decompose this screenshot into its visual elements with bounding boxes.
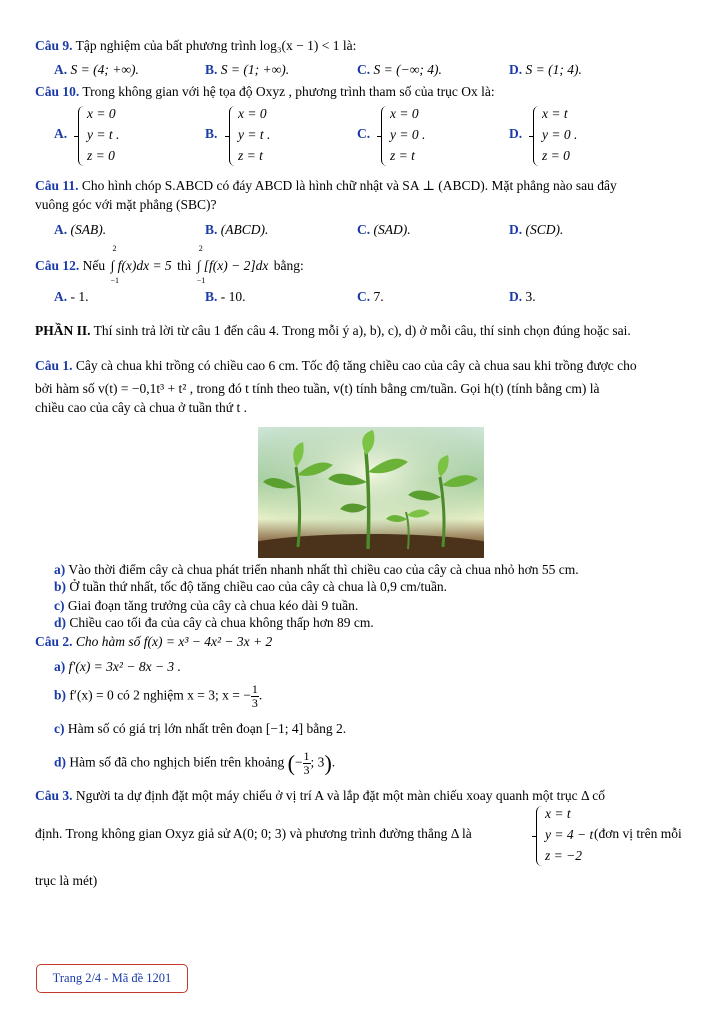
option-letter: B. [205, 222, 218, 237]
q12-option-a[interactable] [54, 289, 89, 305]
equation: x = 0 [390, 106, 419, 121]
q10-option-c-system[interactable] [381, 106, 441, 166]
option-text: S = (1; +∞). [220, 62, 290, 77]
upper-limit: 2 [198, 244, 203, 253]
p2q2-stem [35, 634, 272, 650]
option-text: (SAD). [373, 222, 411, 237]
item-text: Ở tuần thứ nhất, tốc độ tăng chiều cao của cây cà chua là 0,9 cm/tuần. [69, 579, 448, 594]
p2q3-text: Người ta dự định đặt một máy chiếu ở vị trí A và lắp đặt một màn chiếu xoay quanh một trục Δ cố [75, 788, 606, 803]
q10-option-d-letter[interactable] [509, 126, 522, 142]
option-letter: A. [54, 62, 68, 77]
q10-option-a-letter[interactable] [54, 126, 67, 142]
item-text: Hàm số đã cho nghịch biến trên khoảng [69, 754, 285, 770]
q12-label: Câu 12. [35, 258, 80, 273]
q10-option-a-system[interactable] [78, 106, 138, 166]
option-text: - 1. [70, 289, 89, 304]
equation: y = 4 − t [545, 827, 594, 842]
p2q2-item-d[interactable]: d) Hàm số đã cho nghịch biến trên khoảng (− $\frac{1}{3}$ ; 3). [54, 749, 336, 777]
numerator: 1 [303, 749, 310, 763]
p2q1-label: Câu 1. [35, 358, 73, 373]
option-letter: A. [54, 289, 68, 304]
page-footer: Trang 2/4 - Mã đề 1201 [36, 964, 188, 993]
option-text: 3. [525, 289, 536, 304]
option-letter: B. [205, 126, 218, 141]
denominator: 3 [303, 763, 310, 777]
option-letter: D. [509, 126, 523, 141]
option-letter: B. [205, 62, 218, 77]
option-letter: C. [357, 222, 371, 237]
q11-option-c[interactable] [357, 222, 411, 238]
p2q3-line1 [35, 784, 690, 807]
equation: x = t [545, 806, 571, 821]
upper-limit: 2 [112, 244, 117, 253]
q12-option-b[interactable] [205, 289, 246, 305]
numerator: 1 [251, 682, 258, 696]
equation: z = 0 [542, 148, 570, 163]
item-text: Chiều cao tối đa của cây cà chua không thấp hơn 89 cm. [69, 615, 374, 630]
minus-sign: − [294, 754, 303, 770]
q11-label: Câu 11. [35, 178, 79, 193]
integral-2 [196, 244, 269, 285]
p2q1-item-d[interactable] [54, 615, 374, 631]
q10-option-c-letter[interactable] [357, 126, 370, 142]
p2q1-line1 [35, 354, 690, 377]
q9-option-c[interactable] [357, 62, 442, 78]
q11-option-b[interactable] [205, 222, 268, 238]
denominator: 3 [251, 696, 258, 710]
option-text: S = (4; +∞). [70, 62, 139, 77]
p2q1-line2: bởi hàm số v(t) = −0,1t³ + t² , trong đó t tính theo tuần, v(t) tính bằng cm/tuần. Gọi h(t) (tính bằng cm) là [35, 381, 600, 396]
p2q2-item-a[interactable] [54, 659, 181, 675]
option-letter: D. [509, 222, 523, 237]
q9-option-d[interactable] [509, 62, 582, 78]
lower-limit: −1 [196, 276, 206, 285]
q10-stem [35, 84, 495, 100]
q12-text-b: thì [177, 258, 192, 273]
option-letter: D. [509, 289, 523, 304]
brace-icon [229, 106, 236, 166]
fraction [303, 750, 311, 777]
p2q1-text: Cây cà chua khi trồng có chiều cao 6 cm. Tốc độ tăng chiều cao của cây cà chua sau khi trồng được cho [75, 358, 637, 373]
q12-text-a: Nếu [82, 258, 106, 273]
item-letter: d) [54, 615, 67, 630]
equation: y = t . [87, 127, 120, 142]
part2-label: PHẦN II. [35, 323, 91, 338]
equation: x = 0 [87, 106, 116, 121]
p2q3-line2a: định. Trong không gian Oxyz giả sử A(0; 0; 3) và phương trình đường thẳng Δ là [35, 826, 472, 841]
q11-option-d[interactable] [509, 222, 563, 238]
equation: z = t [238, 148, 263, 163]
integral-1 [110, 244, 172, 285]
item-text: f′(x) = 0 có 2 nghiệm x = 3; x = − [69, 687, 251, 703]
equation: y = 0 . [390, 127, 426, 142]
p2q1-item-b[interactable] [54, 579, 447, 595]
q9-text: Tập nghiệm của bất phương trình log₃(x − 1) < 1 là: [75, 38, 357, 53]
option-text: S = (1; 4). [525, 62, 582, 77]
option-letter: D. [509, 62, 523, 77]
brace-icon [381, 106, 388, 166]
part2-text: Thí sinh trả lời từ câu 1 đến câu 4. Trong mỗi ý a), b), c), d) ở mỗi câu, thí sinh chọn đúng hoặc sai. [93, 323, 631, 338]
item-letter: c) [54, 721, 65, 736]
equation: y = t . [238, 127, 271, 142]
equation: x = t [542, 106, 568, 121]
item-letter: c) [54, 598, 65, 613]
p2q2-label: Câu 2. [35, 634, 73, 649]
q12-option-c[interactable] [357, 289, 384, 305]
q9-option-b[interactable] [205, 62, 289, 78]
option-text: 7. [373, 289, 384, 304]
item-letter: b) [54, 687, 67, 703]
item-text-end: ; 3 [310, 754, 325, 770]
brace-icon [78, 106, 85, 166]
q11-option-a[interactable] [54, 222, 106, 238]
integral-expression: ∫ f(x)dx = 5 [110, 258, 172, 273]
q12-stem [35, 244, 304, 285]
item-text: Hàm số có giá trị lớn nhất trên đoạn [−1; 4] bằng 2. [67, 721, 347, 736]
item-text: Vào thời điểm cây cà chua phát triển nhanh nhất thì chiều cao của cây cà chua nhỏ hơn 55 cm. [68, 562, 579, 577]
q10-option-b-letter[interactable] [205, 126, 217, 142]
option-letter: C. [357, 126, 371, 141]
item-text: Giai đoạn tăng trưởng của cây cà chua kéo dài 9 tuần. [67, 598, 359, 613]
q11-line2: vuông góc với mặt phẳng (SBC)? [35, 197, 217, 212]
q9-label: Câu 9. [35, 38, 73, 53]
p2q1-item-c[interactable] [54, 598, 358, 614]
item-text-end: . [258, 687, 263, 703]
p2q3-line-system [536, 806, 600, 866]
p2q2-item-b[interactable] [54, 683, 262, 710]
q10-option-b-system[interactable] [229, 106, 289, 166]
p2q2-item-c[interactable] [54, 721, 346, 737]
q10-text: Trong không gian với hệ tọa độ Oxyz , phương trình tham số của trục Ox là: [82, 84, 495, 99]
p2q2-text: Cho hàm số f(x) = x³ − 4x² − 3x + 2 [75, 634, 273, 649]
option-text: (SCD). [525, 222, 564, 237]
equation: z = 0 [87, 148, 115, 163]
p2q3-line3: trục là mét) [35, 873, 98, 888]
item-letter: a) [54, 659, 66, 674]
option-text: (ABCD). [220, 222, 269, 237]
p2q3-line2b: (đơn vị trên mỗi [594, 826, 682, 841]
q10-label: Câu 10. [35, 84, 80, 99]
option-text: (SAB). [70, 222, 107, 237]
option-letter: C. [357, 289, 371, 304]
integral-expression: ∫ [f(x) − 2]dx [196, 258, 269, 273]
option-letter: C. [357, 62, 371, 77]
option-letter: A. [54, 222, 68, 237]
q11-stem [35, 174, 690, 197]
equation: z = t [390, 148, 415, 163]
item-letter: b) [54, 579, 67, 594]
equation: y = 0 . [542, 127, 578, 142]
part2-heading [35, 323, 631, 339]
option-letter: B. [205, 289, 218, 304]
equation: x = 0 [238, 106, 267, 121]
brace-icon [536, 806, 543, 866]
item-text: f′(x) = 3x² − 8x − 3 . [68, 659, 181, 674]
lower-limit: −1 [110, 276, 120, 285]
left-paren: ( [287, 750, 295, 776]
option-text: S = (−∞; 4). [373, 62, 442, 77]
equation: z = −2 [545, 848, 582, 863]
fraction [251, 683, 259, 710]
q12-option-d[interactable] [509, 289, 536, 305]
seedlings-illustration [258, 427, 484, 558]
p2q1-item-a[interactable] [54, 562, 579, 578]
brace-icon [533, 106, 540, 166]
right-paren: ) [324, 750, 332, 776]
q10-option-d-system[interactable] [533, 106, 593, 166]
item-letter: a) [54, 562, 66, 577]
p2q3-label: Câu 3. [35, 788, 73, 803]
option-text: - 10. [220, 289, 246, 304]
p2q1-line3: chiều cao của cây cà chua ở tuần thứ t . [35, 400, 247, 415]
tomato-seedlings-photo [258, 427, 484, 558]
q12-text-c: bằng: [273, 258, 304, 273]
q9-stem [35, 38, 356, 54]
option-letter: A. [54, 126, 68, 141]
item-letter: d) [54, 754, 67, 770]
q9-option-a[interactable] [54, 62, 139, 78]
q11-line1: Cho hình chóp S.ABCD có đáy ABCD là hình chữ nhật và SA ⊥ (ABCD). Mặt phẳng nào sau đây [81, 178, 617, 193]
